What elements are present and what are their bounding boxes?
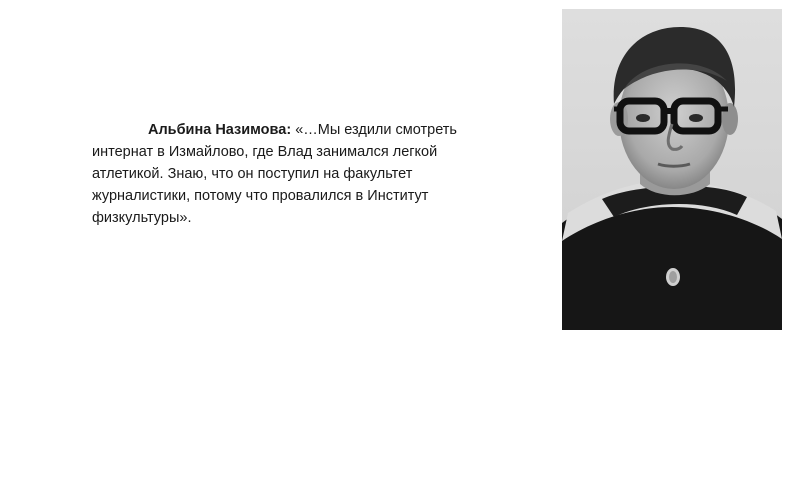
quote-paragraph [92, 119, 472, 229]
quote-speaker: Альбина Назимова: [148, 122, 292, 138]
portrait-illustration [562, 9, 782, 330]
quote-text: «…Мы ездили смотреть интернат в Измайлово, где Влад занимался легкой атлетикой. Знаю, что он поступил на факультет журналистики, потому что провалился в Институт физкультуры». [92, 122, 457, 226]
portrait-photo [562, 9, 782, 330]
